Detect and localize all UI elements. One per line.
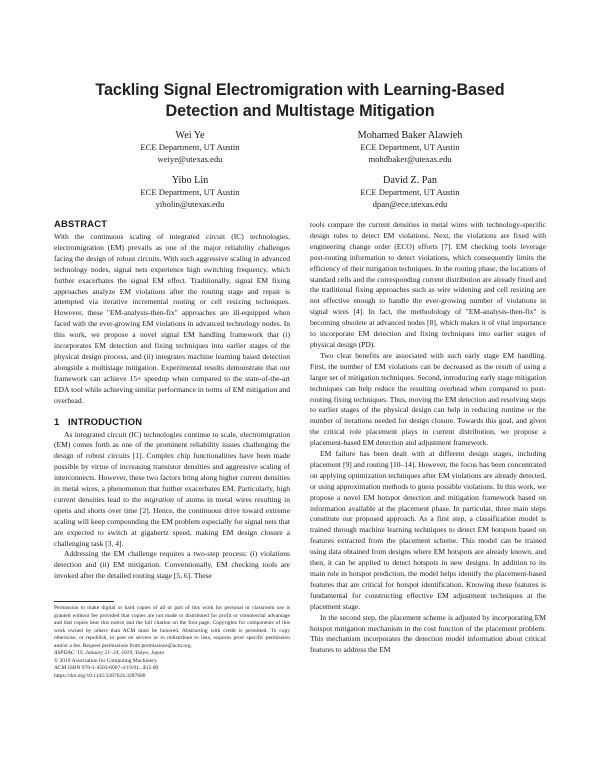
section-number: 1 xyxy=(54,415,60,427)
abstract-text: With the continuous scaling of integrated circuit (IC) technologies, electromigration (EM) prevails as one of the major reliability challenges facing the design of robust circuits. With such aggressive scaling in advanced technology nodes, signal nets experience high switching frequency, which further exacerbates the signal EM effect. Traditionally, signal EM fixing approaches analyze EM violations after the routing stage and repair is attempted via iterative incremental routing or cell resizing techniques. However, these "EM-analysis-then-fix" approaches are ill-equipped when faced with the ever-growing EM violations in advanced technology nodes. In this work, we propose a novel signal EM handling framework that (i) incorporates EM detection and fixing techniques into earlier stages of the physical design process, and (ii) integrates machine learning based detection alongside a multistage mitigation. Experimental results demonstrate that our framework can achieve 15× speedup when compared to the state-of-the-art EDA tool while achieving similar performance in terms of EM mitigation and overhead. xyxy=(54,232,290,405)
left-column xyxy=(54,218,290,582)
isbn: ACM ISBN 978-1-4503-6007-4/19/01...$15.00 xyxy=(54,665,159,671)
title-line-2: Detection and Multistage Mitigation xyxy=(165,102,435,120)
copyright: © 2019 Association for Computing Machinery. xyxy=(54,657,158,664)
author-email: dpan@ece.utexas.edu xyxy=(372,198,448,209)
right-paragraph-2: Two clear benefits are associated with such early stage EM handling. First, the number of EM violations can be decreased as the result of using a larger set of mitigation techniques. Second, introducing early stage mitigation techniques can help reduce the resulting overhead when compared to post-routing fixing techniques. Thus, moving the EM detection and resolving steps to earlier stages of the physical design can help in reducing runtime or the number of iterations needed for design closure. Towards this goal, and given the critical role placement plays in current distribution, we propose a placement-based EM detection and adjustment framework. xyxy=(310,350,546,448)
author-name: Yibo Lin xyxy=(171,175,209,186)
paper-title xyxy=(40,80,560,122)
abstract-heading: ABSTRACT xyxy=(54,218,108,229)
author-block xyxy=(90,129,290,165)
author-name: David Z. Pan xyxy=(382,175,438,186)
footnote-rule xyxy=(54,601,114,602)
right-paragraph-3: EM failure has been dealt with at different design stages, including placement [9] and routing [10–14]. However, the focus has been concentrated on applying optimization techniques after EM violations are already detected, or using approximation methods to guess possible violations. In this work, we propose a novel EM hotspot detection and mitigation framework based on information available at the placement phase. In particular, three main steps constitute our proposed approach. As a first step, a classification model is trained through machine learning techniques to detect EM hotspots based on features extracted from the placement scheme. This model can be trained using data obtained from designs where EM hotspots are already known, and then, it can be applied to detect hotspots in new designs. In addition to its main role in hotspot prediction, the model helps identify the placement-based features that are critical for hotspot identification. Knowing these features is fundamental for constructing effective EM adjustment techniques at the placement stage. xyxy=(310,449,546,611)
author-affiliation: ECE Department, UT Austin xyxy=(140,187,240,197)
intro-paragraph-2: Addressing the EM challenge requires a two-step process: (i) violations detection and (ii) EM mitigation. Conventionally, EM checking tools are invoked after the detailed routing stage [5, 6]. These xyxy=(54,549,290,581)
right-paragraph-1: tools compare the current densities in metal wires with technology-specific design rules to detect EM violations. Next, the violations are fixed with engineering change order (ECO) efforts [7]. EM checking tools leverage post-routing information to detect violations, which consequently limits the efficiency of their mitigation techniques. In the routing phase, the locations of standard cells and the corresponding current distribution are already fixed and the traditional fixing approaches such as wire widening and cell resizing are not effective enough to handle the ever-growing number of violations in signal wires [4]. In fact, the methodology of "EM-analysis-then-fix" is becoming obsolete at advanced nodes [8], which makes it of vital importance to incorporate EM detection and fixing techniques into earlier stages of physical design (PD). xyxy=(310,220,546,349)
right-column xyxy=(310,220,546,656)
permission-footnote xyxy=(54,605,290,680)
title-line-1: Tackling Signal Electromigration with Learning-Based xyxy=(95,81,505,99)
section-title: INTRODUCTION xyxy=(68,415,143,427)
author-name: Mohamed Baker Alawieh xyxy=(357,130,463,141)
permission-text: Permission to make digital or hard copies of all or part of this work for personal or classroom use is granted without fee provided that copies are not made or distributed for profit or commercial advantage and that copies bear this notice and the full citation on the first page. Copyrights for components of this work owned by others than ACM must be honored. Abstracting with credit is permitted. To copy otherwise, or republish, to post on servers or to redistribute to lists, requires prior specific permission and/or a fee. Request permissions from permissions@acm.org. xyxy=(54,605,290,649)
right-paragraph-4: In the second step, the placement scheme is adjusted by incorporating EM hotspot mitigation mechanism in the cost function of the placement problem. This mechanism incorporates the detection model information about critical features to address the EM xyxy=(310,612,546,655)
doi: https://doi.org/10.1145/3287624.3287688 xyxy=(54,672,146,679)
author-name: Wei Ye xyxy=(175,130,205,141)
author-affiliation: ECE Department, UT Austin xyxy=(360,187,460,197)
venue: ASPDAC '19, January 21–24, 2019, Tokyo, Japan xyxy=(54,650,165,656)
intro-paragraph-1: As integrated circuit (IC) technologies continue to scale, electromigration (EM) comes forth as one of the prominent reliability issues challenging the design of robust circuits [1]. Complex chip functionalities have been made possible by virtue of increasing transistor densities and aggressive scaling of interconnects. However, these two factors bring along higher current densities in metal wires, a phenomenon that further exacerbates EM. Particularly, high current densities lead to the migration of atoms in metal wires resulting in opens and shorts over time [2]. Hence, the continuous drive toward extreme scaling will keep compounding the EM problem especially for signal nets that are expected to switch at gigahertz speed, making EM design closure a challenging task [3, 4]. xyxy=(54,429,290,548)
author-block xyxy=(310,174,510,210)
author-block xyxy=(310,129,510,165)
author-email: yibolin@utexas.edu xyxy=(155,198,225,209)
author-block xyxy=(90,174,290,210)
author-email: weiye@utexas.edu xyxy=(157,153,223,164)
section-heading xyxy=(54,416,290,428)
author-affiliation: ECE Department, UT Austin xyxy=(360,142,460,152)
author-email: mohdbaker@utexas.edu xyxy=(368,153,452,164)
author-affiliation: ECE Department, UT Austin xyxy=(140,142,240,152)
